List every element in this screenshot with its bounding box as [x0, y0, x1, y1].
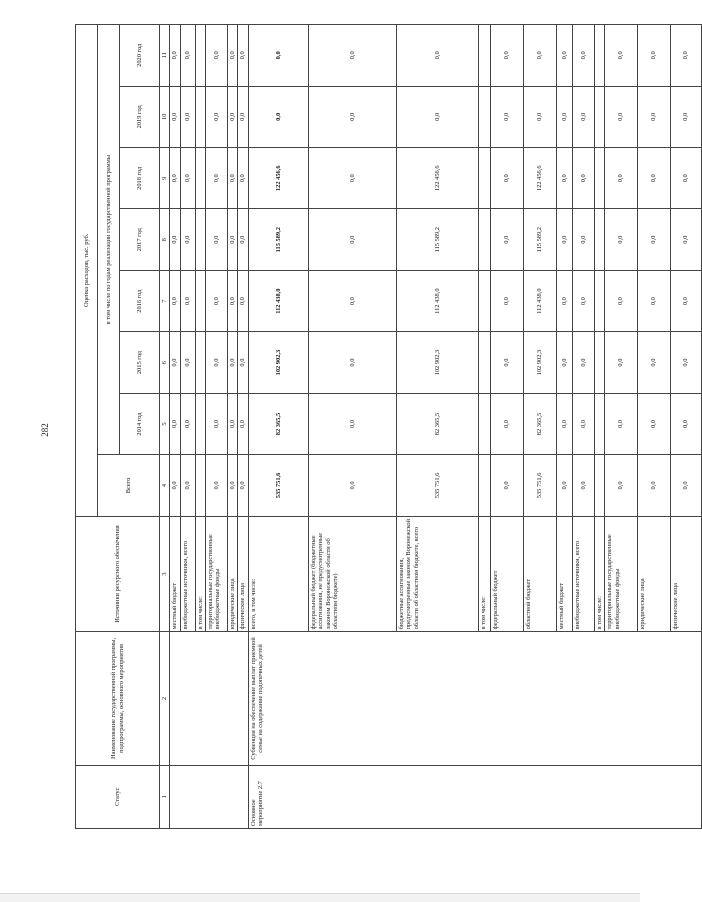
value-cell: 0,0: [170, 332, 180, 393]
header-year: 2015 год: [120, 332, 160, 393]
value-cell: [478, 332, 490, 393]
value-cell: 0,0: [572, 332, 594, 393]
value-cell: 0,0: [308, 86, 396, 147]
value-cell: 0,0: [605, 209, 638, 270]
value-cell: 0,0: [490, 86, 523, 147]
value-cell: 0,0: [490, 148, 523, 209]
value-cell: 0,0: [638, 332, 671, 393]
value-cell: [594, 393, 604, 454]
value-cell: 0,0: [605, 86, 638, 147]
value-cell: 0,0: [605, 455, 638, 516]
value-cell: [594, 25, 604, 87]
source-label: внебюджетные источники, всего: [180, 516, 195, 632]
column-number: 8: [160, 209, 170, 270]
value-cell: [594, 455, 604, 516]
value-cell: 115 589,2: [523, 209, 556, 270]
value-cell: 0,0: [572, 455, 594, 516]
value-cell: 0,0: [238, 455, 248, 516]
value-cell: 0,0: [638, 148, 671, 209]
value-cell: 0,0: [671, 148, 702, 209]
value-cell: 0,0: [206, 25, 228, 87]
source-label: федеральный бюджет: [490, 516, 523, 632]
value-cell: [195, 86, 205, 147]
value-cell: 0,0: [638, 86, 671, 147]
value-cell: 0,0: [638, 393, 671, 454]
value-cell: 0,0: [556, 270, 572, 331]
value-cell: 122 456,6: [523, 148, 556, 209]
value-cell: 0,0: [572, 270, 594, 331]
value-cell: [594, 148, 604, 209]
value-cell: 0,0: [396, 86, 478, 147]
value-cell: 0,0: [523, 25, 556, 87]
source-label: физические лица: [238, 516, 248, 632]
value-cell: 0,0: [248, 25, 308, 87]
value-cell: 0,0: [523, 86, 556, 147]
value-cell: 102 902,3: [523, 332, 556, 393]
value-cell: 0,0: [170, 86, 180, 147]
value-cell: 0,0: [572, 25, 594, 87]
value-cell: [195, 209, 205, 270]
column-number: 9: [160, 148, 170, 209]
value-cell: 0,0: [170, 455, 180, 516]
value-cell: 0,0: [238, 209, 248, 270]
value-cell: 0,0: [605, 25, 638, 87]
value-cell: 0,0: [180, 148, 195, 209]
value-cell: 0,0: [671, 332, 702, 393]
budget-table: [75, 24, 702, 829]
value-cell: 0,0: [180, 209, 195, 270]
value-cell: 0,0: [490, 209, 523, 270]
source-label: юридические лица: [638, 516, 671, 632]
value-cell: 112 438,0: [523, 270, 556, 331]
column-number-row: [160, 25, 170, 829]
value-cell: [195, 148, 205, 209]
value-cell: 0,0: [556, 148, 572, 209]
status-cell: Основное мероприятие 2.7: [248, 765, 701, 828]
value-cell: 0,0: [556, 393, 572, 454]
value-cell: 0,0: [308, 332, 396, 393]
value-cell: [478, 393, 490, 454]
value-cell: 0,0: [180, 455, 195, 516]
value-cell: 0,0: [228, 148, 238, 209]
value-cell: [478, 25, 490, 87]
value-cell: 0,0: [228, 393, 238, 454]
value-cell: 0,0: [170, 209, 180, 270]
value-cell: 0,0: [572, 86, 594, 147]
source-label: местный бюджет: [170, 516, 180, 632]
header-status: Статус: [76, 765, 160, 828]
value-cell: 115 589,2: [396, 209, 478, 270]
source-label: физические лица: [671, 516, 702, 632]
value-cell: 0,0: [170, 393, 180, 454]
column-number: 2: [160, 632, 170, 765]
value-cell: 0,0: [238, 332, 248, 393]
value-cell: 0,0: [206, 86, 228, 147]
value-cell: 0,0: [180, 86, 195, 147]
value-cell: 0,0: [556, 455, 572, 516]
value-cell: 0,0: [490, 270, 523, 331]
value-cell: 0,0: [556, 25, 572, 87]
value-cell: 0,0: [605, 270, 638, 331]
value-cell: 0,0: [180, 270, 195, 331]
value-cell: 0,0: [490, 393, 523, 454]
header-year: 2020 год: [120, 25, 160, 87]
value-cell: 0,0: [605, 332, 638, 393]
value-cell: 0,0: [180, 393, 195, 454]
value-cell: [195, 393, 205, 454]
value-cell: 0,0: [228, 270, 238, 331]
value-cell: 0,0: [206, 455, 228, 516]
value-cell: 0,0: [671, 393, 702, 454]
value-cell: [478, 455, 490, 516]
value-cell: 0,0: [238, 86, 248, 147]
value-cell: 0,0: [170, 148, 180, 209]
value-cell: 0,0: [490, 455, 523, 516]
value-cell: 0,0: [206, 332, 228, 393]
source-label: юридические лица: [228, 516, 238, 632]
value-cell: 0,0: [308, 455, 396, 516]
value-cell: [195, 270, 205, 331]
empty-status-cell: [170, 765, 248, 828]
page-number: 282: [39, 423, 50, 437]
value-cell: 0,0: [572, 209, 594, 270]
source-label: в том числе:: [195, 516, 205, 632]
value-cell: 122 456,6: [248, 148, 308, 209]
value-cell: [478, 148, 490, 209]
value-cell: 115 589,2: [248, 209, 308, 270]
header-estimate: Оценка расходов, тыс. руб.: [76, 25, 98, 517]
value-cell: 0,0: [170, 270, 180, 331]
header-year: 2018 год: [120, 148, 160, 209]
value-cell: 535 751,6: [396, 455, 478, 516]
value-cell: 0,0: [228, 455, 238, 516]
column-number: 4: [160, 455, 170, 516]
column-number: 1: [160, 765, 170, 828]
value-cell: 102 902,3: [396, 332, 478, 393]
source-label: местный бюджет: [556, 516, 572, 632]
value-cell: 0,0: [490, 332, 523, 393]
value-cell: 0,0: [490, 25, 523, 87]
value-cell: 112 438,0: [396, 270, 478, 331]
table-row: [170, 25, 180, 829]
value-cell: 0,0: [638, 270, 671, 331]
table-row: [248, 25, 308, 829]
value-cell: 0,0: [228, 25, 238, 87]
value-cell: 0,0: [228, 332, 238, 393]
column-number: 11: [160, 25, 170, 87]
column-number: 3: [160, 516, 170, 632]
value-cell: 0,0: [671, 25, 702, 87]
source-label: внебюджетные источники, всего: [572, 516, 594, 632]
value-cell: [594, 86, 604, 147]
value-cell: 0,0: [638, 25, 671, 87]
value-cell: [478, 86, 490, 147]
value-cell: 0,0: [671, 209, 702, 270]
value-cell: 82 365,5: [248, 393, 308, 454]
column-number: 7: [160, 270, 170, 331]
value-cell: 0,0: [206, 270, 228, 331]
rotated-content: [75, 24, 690, 829]
value-cell: 0,0: [238, 25, 248, 87]
header-year: 2014 год: [120, 393, 160, 454]
measure-name-cell: Субвенция на обеспечение выплат приемной семье на содержание подопечных детей: [248, 632, 701, 765]
value-cell: 0,0: [180, 25, 195, 87]
header-total: Всего: [98, 455, 160, 516]
value-cell: 0,0: [605, 148, 638, 209]
value-cell: 0,0: [671, 270, 702, 331]
source-label: федеральный бюджет (бюджетные ассигнования, не предусмотренные законом Воронежской области об областном бюджете): [308, 516, 396, 632]
value-cell: 0,0: [248, 86, 308, 147]
value-cell: 0,0: [228, 209, 238, 270]
value-cell: 0,0: [308, 25, 396, 87]
header-year: 2016 год: [120, 270, 160, 331]
empty-name-cell: [170, 632, 248, 765]
value-cell: [195, 332, 205, 393]
value-cell: 535 751,6: [523, 455, 556, 516]
value-cell: 0,0: [556, 209, 572, 270]
value-cell: 0,0: [396, 25, 478, 87]
value-cell: 0,0: [556, 86, 572, 147]
value-cell: 0,0: [556, 332, 572, 393]
value-cell: 0,0: [206, 209, 228, 270]
value-cell: 0,0: [308, 270, 396, 331]
value-cell: 0,0: [671, 455, 702, 516]
value-cell: 0,0: [238, 393, 248, 454]
value-cell: 0,0: [308, 209, 396, 270]
value-cell: 535 751,6: [248, 455, 308, 516]
value-cell: 0,0: [238, 270, 248, 331]
value-cell: 0,0: [572, 393, 594, 454]
source-label: областной бюджет: [523, 516, 556, 632]
value-cell: 0,0: [308, 393, 396, 454]
value-cell: 112 438,0: [248, 270, 308, 331]
value-cell: [594, 332, 604, 393]
header-year: 2017 год: [120, 209, 160, 270]
column-number: 6: [160, 332, 170, 393]
value-cell: 0,0: [206, 393, 228, 454]
value-cell: 0,0: [228, 86, 238, 147]
value-cell: 0,0: [170, 25, 180, 87]
value-cell: 0,0: [671, 86, 702, 147]
source-label: в том числе:: [594, 516, 604, 632]
value-cell: [195, 455, 205, 516]
value-cell: [478, 209, 490, 270]
value-cell: [594, 209, 604, 270]
value-cell: 0,0: [206, 148, 228, 209]
source-label: территориальные государственные внебюджетные фонды: [605, 516, 638, 632]
source-label: в том числе:: [478, 516, 490, 632]
column-number: 5: [160, 393, 170, 454]
header-year: 2019 год: [120, 86, 160, 147]
value-cell: [594, 270, 604, 331]
value-cell: 0,0: [180, 332, 195, 393]
value-cell: 0,0: [238, 148, 248, 209]
source-label: территориальные государственные внебюджетные фонды: [206, 516, 228, 632]
value-cell: 102 902,3: [248, 332, 308, 393]
value-cell: 0,0: [638, 209, 671, 270]
scan-edge: [0, 893, 640, 902]
header-name: Наименование государственной программы, подпрограммы, основного мероприятия: [76, 632, 160, 765]
source-label: бюджетные ассигнования, предусмотренные законом Воронежской области об областном бюджете, всего: [396, 516, 478, 632]
value-cell: 0,0: [308, 148, 396, 209]
header-by-years: в том числе по годам реализации государственной программы: [98, 25, 120, 455]
column-number: 10: [160, 86, 170, 147]
value-cell: 0,0: [605, 393, 638, 454]
value-cell: [195, 25, 205, 87]
value-cell: 82 365,5: [396, 393, 478, 454]
source-label: всего, в том числе:: [248, 516, 308, 632]
value-cell: [478, 270, 490, 331]
header-sources: Источники ресурсного обеспечения: [76, 516, 160, 632]
value-cell: 82 365,5: [523, 393, 556, 454]
rotated-table-frame: [75, 24, 690, 829]
value-cell: 0,0: [638, 455, 671, 516]
value-cell: 0,0: [572, 148, 594, 209]
value-cell: 122 456,6: [396, 148, 478, 209]
